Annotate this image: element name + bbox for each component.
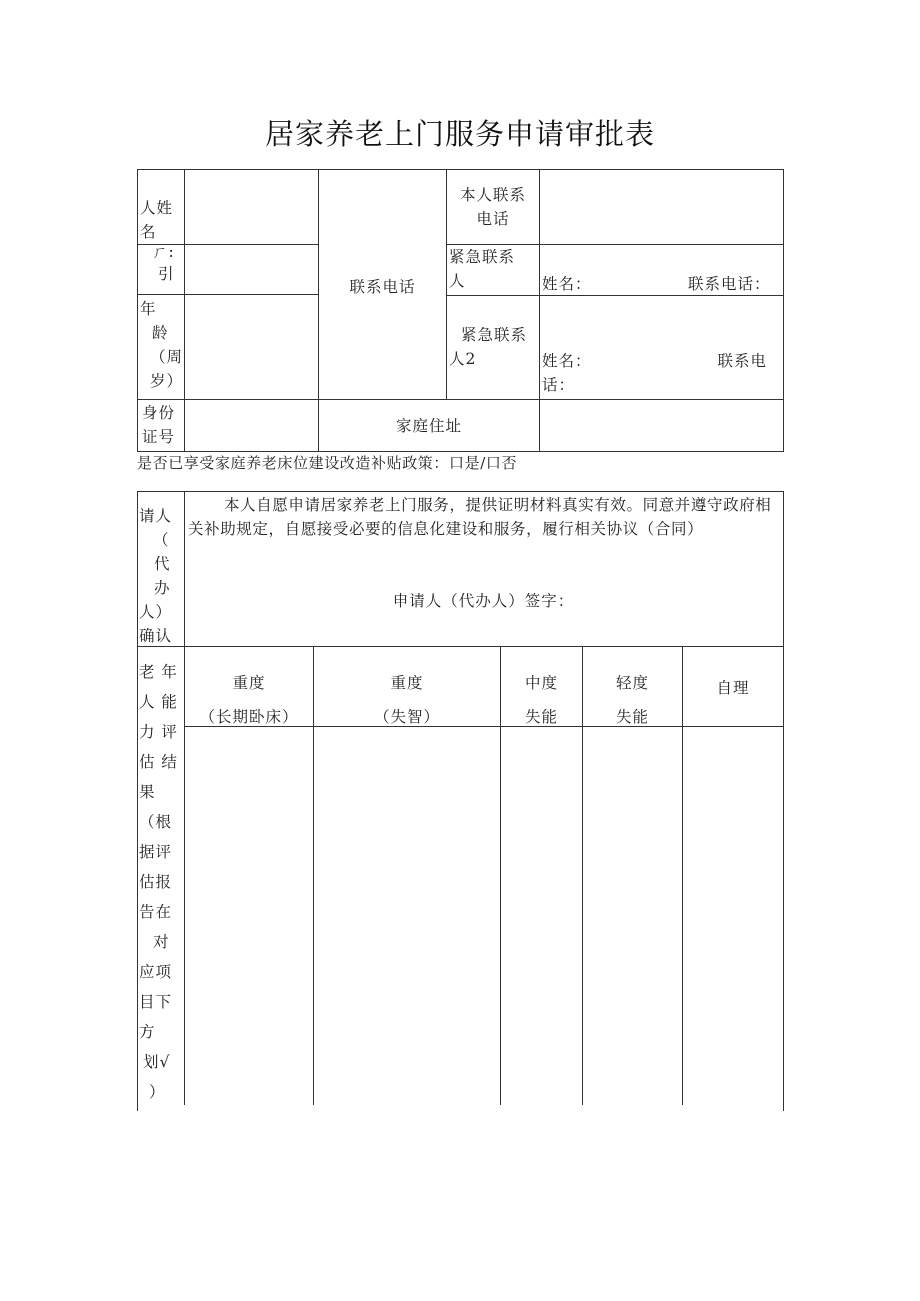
emergency-1-phone: 联系电话： — [688, 275, 771, 293]
age-label: 年 龄 （周 岁） — [140, 300, 184, 390]
col-header-moderate: 中度 失能 — [524, 674, 558, 726]
col-header-severe-bedridden: 重度 （长期卧床） — [199, 674, 299, 726]
col-header-severe-dementia: 重度 （失智） — [373, 674, 440, 726]
id-label: 身份 证号 — [142, 404, 176, 446]
grid-line — [446, 169, 447, 400]
assessment-side-label: 老 年 人 能 力 评 估 结 果 （根 据评 估报 告在 对 应项 目下 方 划√ ） — [139, 663, 178, 1101]
confirm-statement: 本人自愿申请居家养老上门服务，提供证明材料真实有效。同意并遵守政府相关补助规定，自愿接受必要的信息化建设和服务，履行相关协议（合同） — [188, 496, 772, 538]
grid-line — [318, 169, 319, 452]
grid-line — [137, 294, 318, 295]
gender-label: ㄏ: 引 — [152, 243, 175, 283]
grid-line — [137, 399, 784, 400]
emergency-2-phone: 联系电 话： — [542, 352, 767, 394]
subsidy-note: 是否已享受家庭养老床位建设改造补贴政策：口是/口否 — [137, 454, 518, 472]
confirm-assessment-table — [137, 491, 784, 1111]
applicant-signature: 申请人（代办人）签字： — [392, 592, 575, 610]
page-title: 居家养老上门服务申请审批表 — [264, 117, 655, 151]
grid-line — [184, 400, 185, 452]
contact-phone-label: 联系电话 — [349, 278, 416, 296]
emergency-contact-1-label: 紧急联系 人 — [449, 248, 516, 290]
self-phone-label: 本人联系 电话 — [459, 186, 526, 228]
col-header-mild: 轻度 失能 — [615, 674, 649, 726]
address-label: 家庭住址 — [395, 417, 462, 435]
grid-line — [184, 169, 185, 400]
emergency-1-name: 姓名： — [542, 275, 592, 293]
grid-line — [137, 646, 784, 647]
col-header-self-care: 自理 — [716, 679, 750, 697]
confirm-side-label: 请人 （ 代 办 人） 确认 — [139, 507, 173, 645]
grid-line — [184, 491, 185, 1105]
name-label: 人姓 名 — [140, 199, 174, 241]
grid-line — [682, 646, 683, 1105]
grid-line — [539, 169, 540, 452]
emergency-contact-2-label: 紧急联系 人2 — [449, 326, 528, 368]
emergency-2-name: 姓名： — [542, 352, 592, 370]
